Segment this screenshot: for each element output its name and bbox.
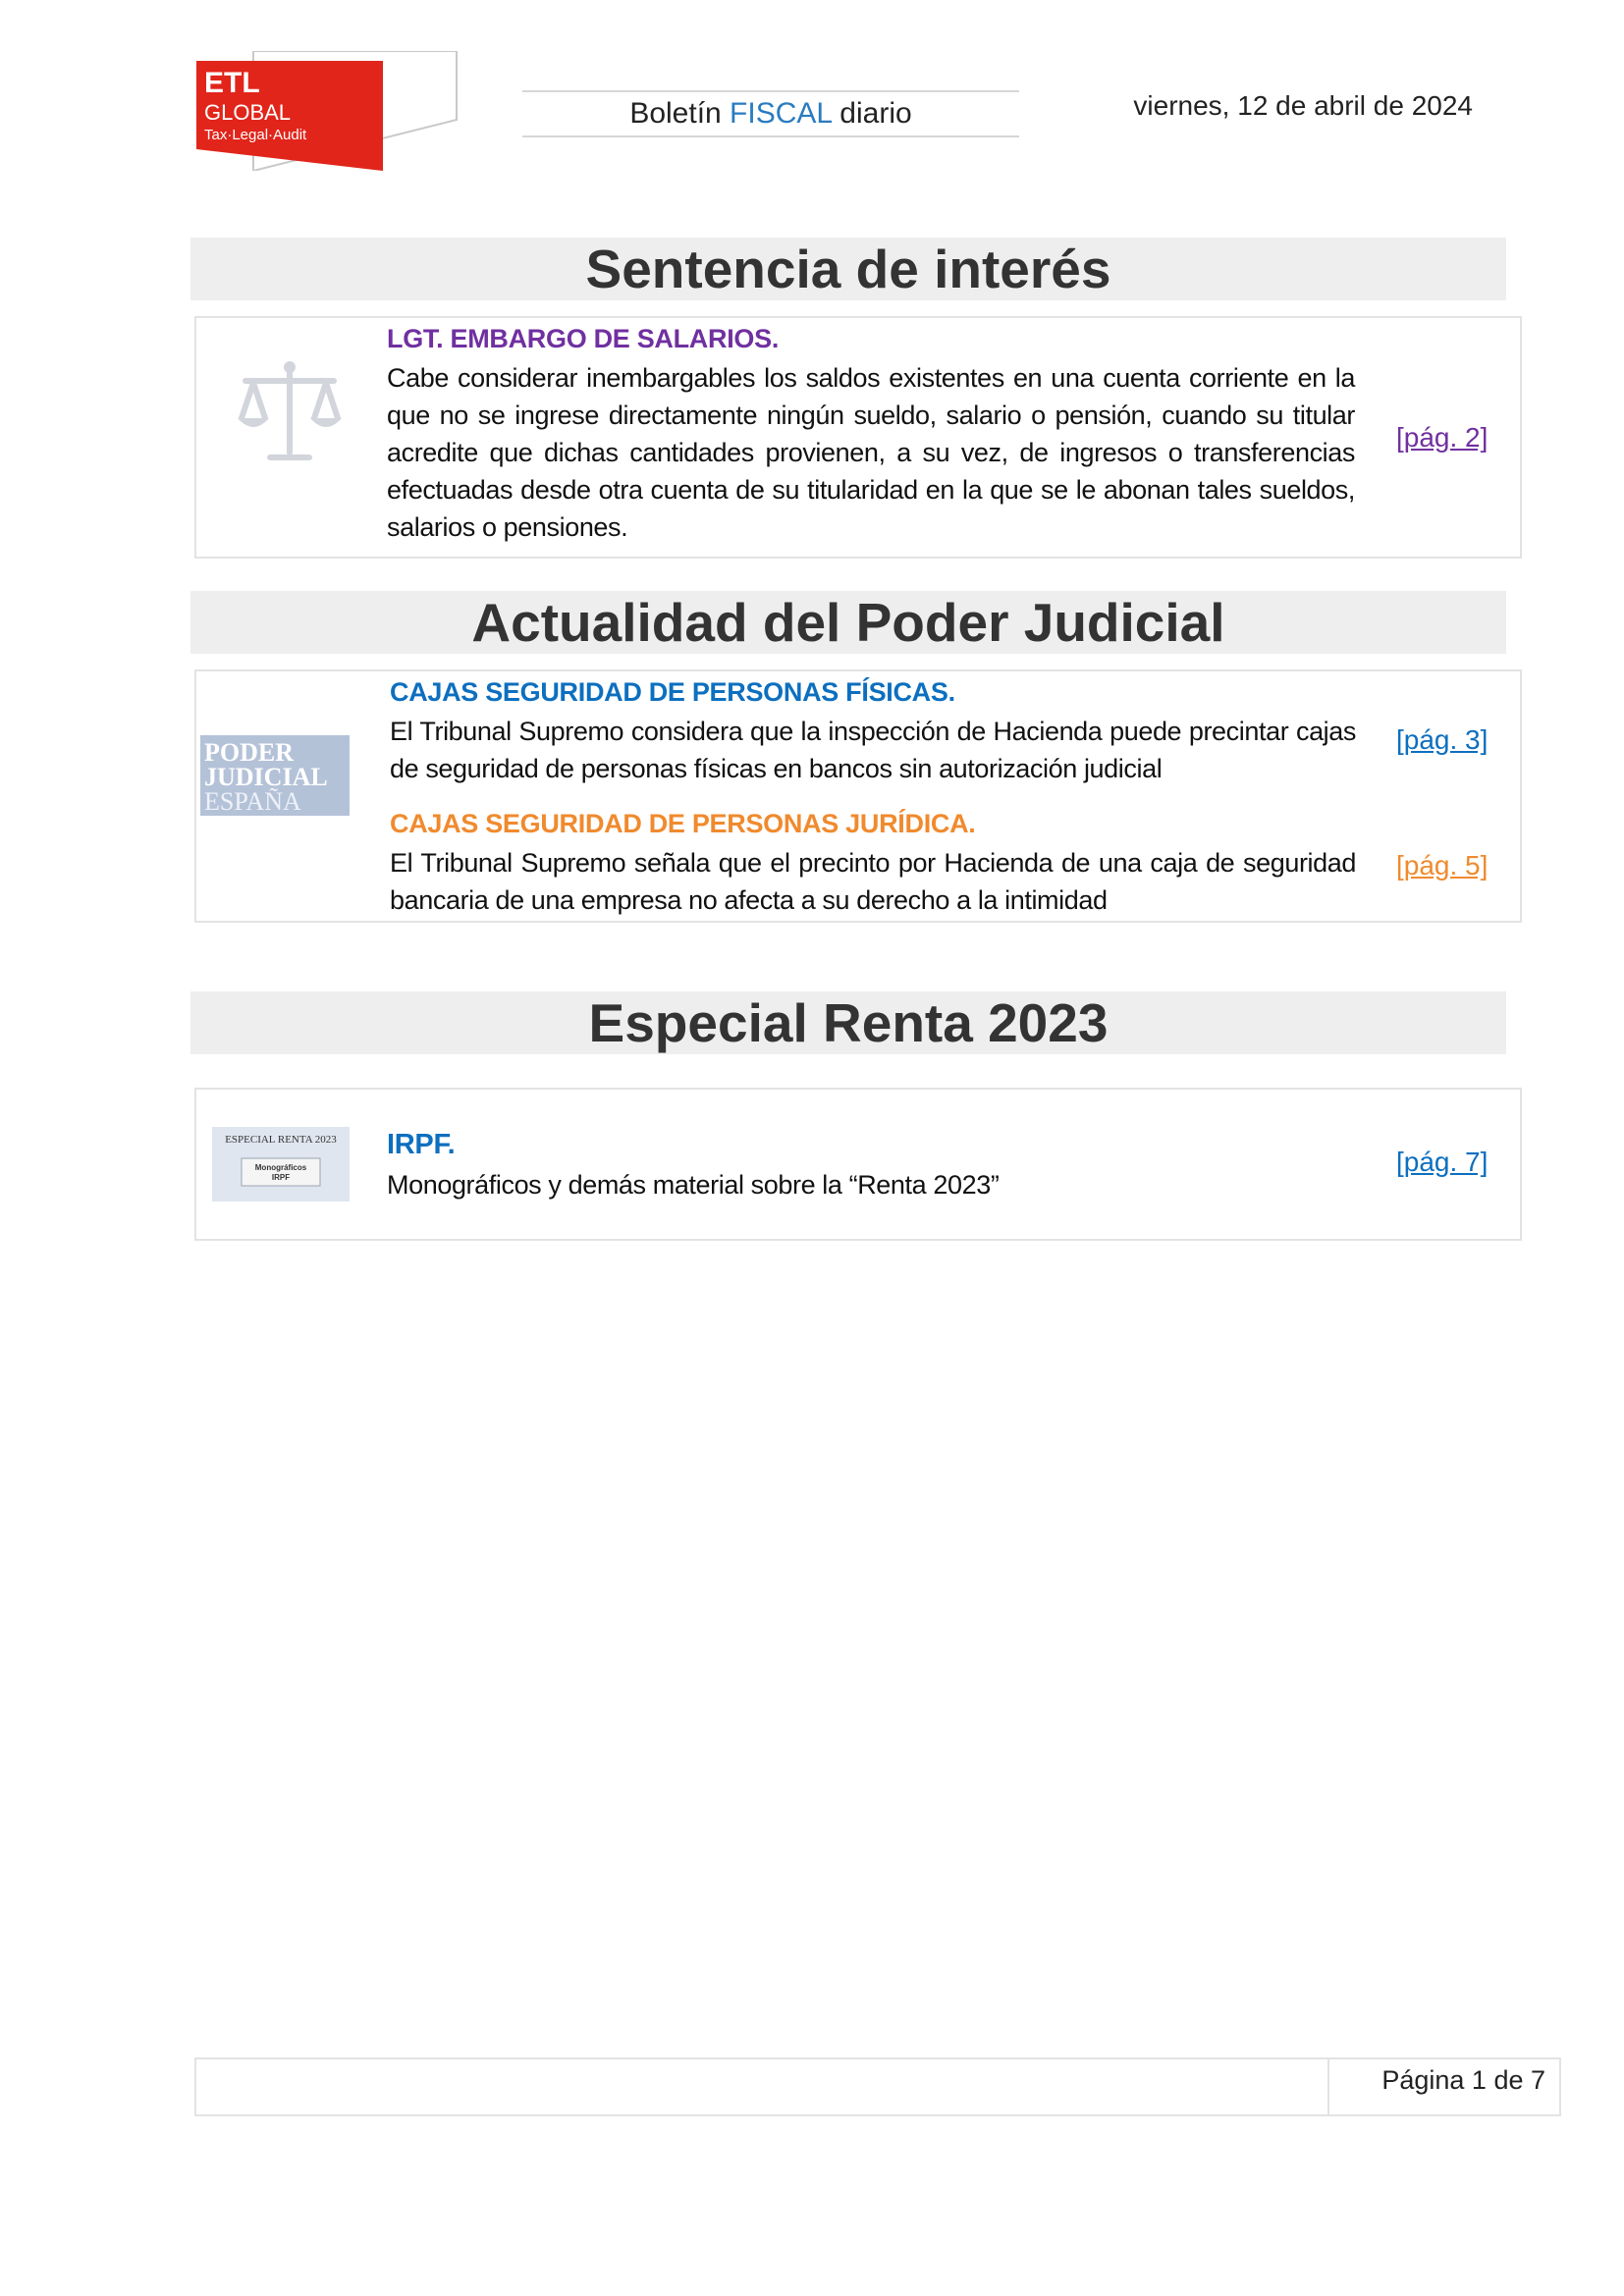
bulletin-title-prefix: Boletín xyxy=(629,97,731,130)
page-number: Página 1 de 7 xyxy=(1381,2065,1545,2095)
item-body-embargo-salarios: Cabe considerar inembargables los saldos existentes en una cuenta corriente en la que no se ingrese directamente ningún sueldo, salario o pensión, cuando su titular acredite que dichas cantidades provienen, a su vez, de ingresos o transferencias efectuadas desde otra cuenta de su titularidad en la que se le abonan tales sueldos, salarios o pensiones. xyxy=(387,363,1355,542)
page-link-3[interactable]: [pág. 3] xyxy=(1396,724,1489,755)
item-title-embargo-salarios: LGT. EMBARGO DE SALARIOS. xyxy=(387,324,780,353)
scales-of-justice-icon xyxy=(236,359,344,467)
sentencia-card xyxy=(194,316,1522,559)
logo-text-global: GLOBAL xyxy=(204,100,292,125)
item-title-irpf: IRPF. xyxy=(387,1129,456,1160)
page-link-7[interactable]: [pág. 7] xyxy=(1396,1147,1489,1177)
section-title: Especial Renta 2023 xyxy=(588,992,1109,1053)
bulletin-title xyxy=(522,90,1019,137)
logo-text-tagline: Tax·Legal·Audit xyxy=(204,127,307,143)
poder-judicial-logo-line-1: PODER xyxy=(204,738,294,767)
section-title: Actualidad del Poder Judicial xyxy=(471,592,1225,653)
section-heading-sentencia xyxy=(190,238,1506,300)
footer-divider xyxy=(1327,2059,1329,2114)
especial-renta-card xyxy=(194,1088,1522,1241)
etl-global-logo xyxy=(196,51,461,171)
item-body-irpf: Monográficos y demás material sobre la “Renta 2023” xyxy=(387,1170,1000,1200)
poder-judicial-card xyxy=(194,669,1522,923)
especial-renta-thumb-line-1: Monográficos xyxy=(254,1163,307,1172)
issue-date: viernes, 12 de abril de 2024 xyxy=(1133,90,1473,121)
page-link-5[interactable]: [pág. 5] xyxy=(1396,850,1489,881)
poder-judicial-logo-line-3: ESPAÑA xyxy=(204,787,301,816)
poder-judicial-logo-line-2: JUDICIAL xyxy=(204,763,328,791)
item-body-cajas-personas-fisicas: El Tribunal Supremo considera que la inspección de Hacienda puede precintar cajas de seguridad de personas físicas en bancos sin autorización judicial xyxy=(390,717,1356,783)
page-link-2[interactable]: [pág. 2] xyxy=(1396,422,1489,453)
logo-text-etl: ETL xyxy=(204,67,260,99)
item-title-cajas-personas-fisicas: CAJAS SEGURIDAD DE PERSONAS FÍSICAS. xyxy=(390,677,955,707)
page-footer xyxy=(194,2057,1561,2116)
item-body-cajas-personas-juridica: El Tribunal Supremo señala que el precinto por Hacienda de una caja de seguridad bancaria de una empresa no afecta a su derecho a la intimidad xyxy=(390,848,1356,915)
poder-judicial-logo-image xyxy=(200,735,350,816)
especial-renta-thumb-title: ESPECIAL RENTA 2023 xyxy=(225,1134,337,1146)
section-heading-especial-renta xyxy=(190,991,1506,1054)
section-title: Sentencia de interés xyxy=(585,239,1111,299)
item-title-cajas-personas-juridica: CAJAS SEGURIDAD DE PERSONAS JURÍDICA. xyxy=(390,809,976,838)
section-heading-poder-judicial xyxy=(190,591,1506,654)
especial-renta-thumb-line-2: IRPF xyxy=(271,1173,291,1182)
bulletin-title-accent: FISCAL xyxy=(730,97,832,130)
especial-renta-thumbnail xyxy=(212,1127,350,1201)
bulletin-title-suffix: diario xyxy=(831,97,912,130)
